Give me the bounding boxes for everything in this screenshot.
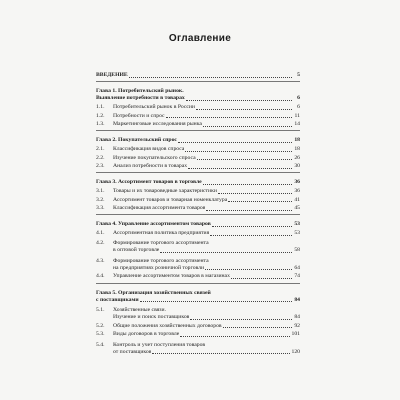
toc-entry[interactable]	[96, 197, 300, 204]
toc-entry-label: Потребности и спрос	[113, 112, 165, 119]
toc-entry[interactable]	[96, 121, 300, 128]
leader-dots	[178, 142, 292, 143]
leader-dots	[210, 235, 292, 236]
toc-entry[interactable]	[96, 314, 300, 321]
toc-entry-page: 120	[291, 348, 300, 355]
leader-dots	[212, 226, 292, 227]
toc-entry[interactable]	[96, 163, 300, 170]
leader-dots	[186, 100, 292, 101]
toc-entry-page: 36	[294, 187, 300, 194]
toc-entry-first-line[interactable]	[96, 240, 300, 247]
toc-entry-number: 3.2.	[96, 196, 105, 203]
toc-entry-label: Формирование торгового ассортимента	[113, 240, 209, 247]
toc-entry-label: Ассортиментная политика предприятия	[113, 229, 210, 236]
leader-dots	[203, 184, 292, 185]
toc-section-chapter-1	[96, 88, 300, 131]
leader-dots	[205, 269, 292, 270]
leader-dots	[140, 301, 292, 302]
toc-entry-number: 2.1.	[96, 145, 105, 152]
toc-entry-first-line[interactable]	[96, 342, 300, 349]
leader-dots	[160, 252, 292, 253]
chapter-heading-line[interactable]: Глава 5. Организация хозяйственных связей	[96, 289, 211, 296]
toc-entry-page: 84	[294, 296, 300, 303]
toc-entry-number: 2.2.	[96, 154, 105, 161]
toc-section-intro	[96, 72, 300, 82]
toc-entry-number: 1.2.	[96, 112, 105, 119]
toc-entry-number: 4.1.	[96, 229, 105, 236]
leader-dots	[223, 327, 292, 328]
leader-dots	[218, 193, 292, 194]
toc-entry[interactable]	[96, 247, 300, 254]
chapter-heading[interactable]	[96, 179, 300, 186]
toc-entry[interactable]	[96, 273, 300, 280]
toc-section-chapter-3	[96, 179, 300, 215]
toc-entry-first-line[interactable]	[96, 307, 300, 314]
toc-entry[interactable]	[96, 188, 300, 195]
toc-entry-page: 101	[291, 331, 300, 338]
toc-entry-label: Управление ассортиментом товаров в магазинах	[113, 273, 230, 280]
toc-entry-intro[interactable]	[96, 72, 300, 79]
toc-entry[interactable]	[96, 113, 300, 120]
toc-entry-label: Маркетинговые исследования рынка	[113, 121, 202, 128]
table-of-contents	[96, 72, 300, 364]
toc-entry-number: 3.1.	[96, 187, 105, 194]
toc-entry-label-continued: от поставщиков	[113, 348, 152, 355]
toc-entry-number: 1.1.	[96, 104, 105, 110]
toc-entry-page: 45	[294, 205, 300, 212]
toc-section-chapter-5	[96, 290, 300, 358]
toc-entry-page: 11	[294, 112, 300, 119]
toc-entry-number: 5.2.	[96, 322, 105, 329]
toc-entry-page: 14	[294, 121, 300, 128]
toc-entry-page: 92	[294, 322, 300, 329]
toc-entry-label: Виды договоров в торговле	[113, 331, 180, 338]
toc-entry[interactable]	[96, 104, 300, 111]
toc-entry-label-continued: на предприятиях розничной торговли	[113, 264, 205, 271]
toc-entry-page: 53	[294, 229, 300, 236]
leader-dots	[196, 109, 292, 110]
leader-dots	[203, 126, 292, 127]
toc-entry-page: 64	[294, 264, 300, 271]
toc-entry-label: Анализ потребности в товарах	[113, 163, 188, 170]
chapter-heading[interactable]	[96, 297, 300, 304]
toc-entry[interactable]	[96, 349, 300, 356]
toc-entry[interactable]	[96, 205, 300, 212]
chapter-heading[interactable]	[96, 137, 300, 144]
toc-section-chapter-4	[96, 221, 300, 283]
leader-dots	[190, 319, 292, 320]
leader-dots	[206, 210, 292, 211]
toc-entry-page: 58	[294, 247, 300, 254]
toc-entry-page: 74	[294, 273, 300, 280]
chapter-heading[interactable]	[96, 95, 300, 102]
toc-entry-label: Классификация ассортимента товаров	[113, 205, 206, 212]
toc-entry-page: 26	[294, 154, 300, 161]
toc-entry-page: 30	[294, 163, 300, 170]
toc-entry-label: Общие положения хозяйственных договоров	[113, 322, 222, 329]
toc-entry-page: 53	[294, 221, 300, 228]
toc-entry-page: 18	[294, 145, 300, 152]
toc-entry-label: Изучение покупательского спроса	[113, 154, 196, 161]
toc-entry-page: 18	[294, 137, 300, 144]
toc-entry-page: 5	[297, 72, 300, 78]
chapter-heading-label: с поставщиками	[96, 296, 139, 303]
toc-entry-number: 1.3.	[96, 121, 105, 128]
toc-entry-number: 5.4.	[96, 341, 105, 348]
chapter-heading-label: Глава 4. Управление ассортиментом товаров	[96, 221, 211, 228]
toc-entry-label: Формирование торгового ассортимента	[113, 257, 209, 264]
toc-entry-number: 3.3.	[96, 205, 105, 212]
toc-entry-page: 41	[294, 196, 300, 203]
chapter-heading[interactable]	[96, 221, 300, 228]
leader-dots	[152, 353, 290, 354]
leader-dots	[166, 117, 292, 118]
toc-entry-first-line[interactable]	[96, 258, 300, 265]
toc-entry-page: 6	[297, 95, 300, 102]
chapter-heading-label: Глава 3. Ассортимент товаров в торговле	[96, 179, 202, 186]
toc-section-chapter-2	[96, 137, 300, 173]
leader-dots	[231, 278, 292, 279]
toc-entry-number: 2.3.	[96, 163, 105, 170]
toc-entry-number: 4.2.	[96, 240, 105, 247]
toc-entry[interactable]	[96, 230, 300, 237]
leader-dots	[197, 159, 292, 160]
toc-entry-label: Товары и их товароведные характеристики	[113, 187, 217, 194]
leader-dots	[180, 336, 290, 337]
chapter-heading-label: Выявление потребности в товарах	[96, 95, 185, 102]
toc-entry-label: ВВЕДЕНИЕ	[96, 72, 128, 78]
toc-entry-number: 5.3.	[96, 331, 105, 338]
chapter-heading-label: Глава 2. Покупательский спрос	[96, 137, 177, 144]
toc-entry[interactable]	[96, 323, 300, 330]
chapter-heading-line[interactable]: Глава 1. Потребительский рынок.	[96, 88, 184, 95]
toc-entry[interactable]	[96, 265, 300, 272]
toc-entry-label: Контроль и учет поступления товаров	[113, 341, 206, 348]
toc-entry[interactable]	[96, 331, 300, 338]
toc-entry-page: 6	[297, 104, 300, 110]
leader-dots	[185, 151, 292, 152]
toc-entry-label: Потребительский рынок в России	[113, 104, 195, 110]
toc-entry[interactable]	[96, 146, 300, 153]
toc-entry-label: Хозяйственные связи.	[113, 306, 167, 313]
toc-entry-page: 36	[294, 179, 300, 186]
toc-entry-number: 5.1.	[96, 306, 105, 313]
leader-dots	[129, 77, 292, 78]
leader-dots	[188, 168, 292, 169]
toc-entry-label: Классификация видов спроса	[113, 145, 185, 152]
toc-entry-label-continued: Изучение и поиск поставщиков	[113, 314, 190, 321]
toc-entry-number: 4.4.	[96, 273, 105, 280]
leader-dots	[228, 201, 292, 202]
toc-entry-label-continued: в оптовой торговле	[113, 247, 160, 254]
toc-entry-page: 84	[294, 314, 300, 321]
page-title: Оглавление	[168, 33, 232, 44]
toc-entry[interactable]	[96, 155, 300, 162]
toc-entry-number: 4.3.	[96, 257, 105, 264]
toc-entry-label: Ассортимент товаров и товарная номенклатура	[113, 196, 228, 203]
